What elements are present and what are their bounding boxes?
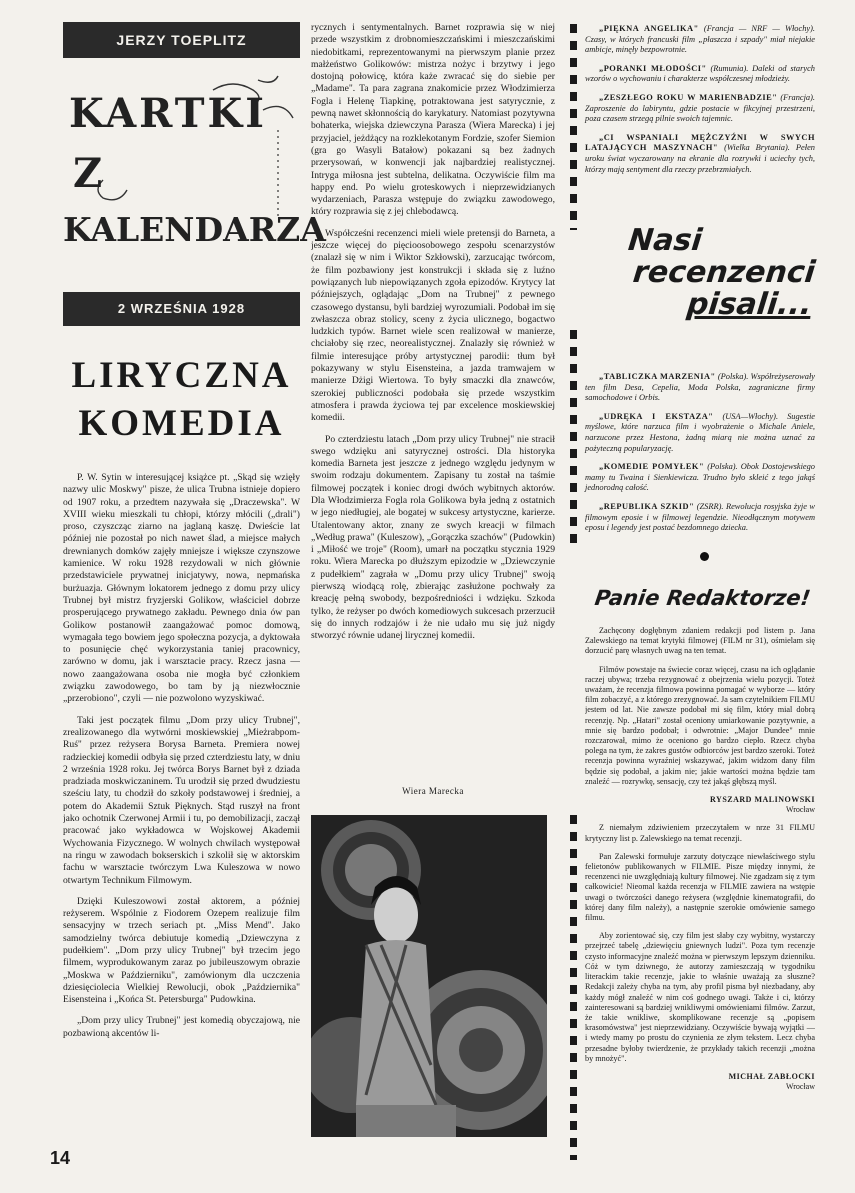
series-title [63,70,326,268]
film-note: (Francja — NRF — Włochy). Czasy, w których francuski film „płaszcza i szpady" miał niejakie ambicje, minęły bezpowrotnie. [585,24,815,55]
article-paragraph: P. W. Sytin w interesującej książce pt. „Skąd się wzięły nazwy ulic Moskwy" pisze, że ulica Trubna istnieje dopiero od 1907 roku, a przedtem nazywała się „Draczewska". W XVIII wieku mieszkali tu chłopi, którzy młócili („drali") proso, czyszcząc ziarno na jaglaną kaszę. Dwieście lat później nie pozostał po nich nawet ślad, a miejsce małych drewnianych domków zajęły mniejsze i większe czynszowe kamienice. W roku 1928 rezydowali w nich głównie przedstawiciele prywatnej inicjatywy, nowa, nepmańska burżuazja. Głównym lokatorem jednego z domu przy ulicy Trubnej był mistrz fryzjerski Golikow, właściciel dobrze prosperującego prywatnego zakładu. Pewnego dnia ów pan Golikow postanowił zaangażować pomoc domową, wymagała tego bowiem jego społeczna pozycja, a dyktowała to posunięcie chęć wykorzystania taniej pracownicy, zarówno w domu, jak i warsztacie pracy. Rzecz jasna — nowo zaangażowana osoba nie mogła być członkiem związku zawodowego, bo tam by ją niezwłocznie „przerobiono", czyli — nie pozwolono wyzyskiwać. [63,472,300,705]
film-title: „PORANKI MŁODOŚCI" [599,63,707,73]
review-film-title: „KOMEDIE POMYŁEK" [599,462,705,472]
film-note: (Wielka Brytania). Pełen uroku świat wyczarowany na ekranie dla rozrywki i uciechy tych, którzy mają sentyment dla rzeczy przebrzmiałych. [585,143,815,174]
review-item [585,372,815,404]
review-film-title: „REPUBLIKA SZKID" [599,501,695,511]
review-item [585,462,815,494]
article-paragraph: rycznych i sentymentalnych. Barnet rozprawia się w niej przede wszystkim z drobnomieszczańskimi i mieszczańskimi niedobitkami, reprezentowanymi na pierwszym planie przez małżeństwo Golikowów: mistrza nożyc i brzytwy i jego dostojną połowicę, która każe zwracać się do siebie per „Madame". Ta para zagrana znakomicie przez Włodzimierza Fogla i Helenę Tiapkinę, potraktowana jest satyrycznie, z pewną nawet skłonnością do karykatury. Natomiast pozytywna bohaterka, wiejska dziewczyna Parasza (Wiera Marecka) i jej przyjaciel, jeżdżący na rozklekotanym Fordzie, szofer Siemion (gra go Wasyli Batałow) pokazani są bez żadnych przerysowań, w konwencji jak najbardziej realistycznej. Intryga miłosna jest subtelna, delikatna. Oczywiście film ma happy end. Po wielu groteskowych i nieprzewidzianych wydarzeniach, Parasza wstępuje do związku zawodowego, który rozprawia się z jej chlebodawcą. [311,22,555,218]
reviewers-heading-line2: recenzenci [631,255,817,290]
letters-heading: Panie Redaktorze! [593,586,813,610]
letter-signature: MICHAŁ ZABŁOCKI [728,1071,815,1081]
film-list-item [585,93,815,125]
article-paragraph: Współcześni recenzenci mieli wiele pretensji do Barneta, a jeszcze więcej do pięcioosobowego zespołu scenarzystów (znalazł się w nim i Wiktor Szkłowski), zarzucając twórcom, że film pozbawiony jest konstrukcji i składa się z luźno powiązanych lub niepowiązanych zgoła epizodów. Krytycy lat późniejszych, oglądając „Dom na Trubnej" z pewnego czasowego dystansu, byli bardziej wyrozumiali. Podobał im się zwłaszcza obraz stolicy, sceny z życia ulicznego, bogactwo ludzkich typów. Barnet wiele scen realizował w manierze, chciałoby się rzec, neorealistycznej. Znalazły się również w filmie interesujące próby artystycznej parodii: tłum był pokazywany w stylu Eisensteina, a jazda tramwajem w manierze Dżigi Wiertowa. To były smaczki dla znawców, szerokiej publiczności podobała się przede wszystkim atmosfera i prawda życiowa tej par excelence moskiewskiej komedii. [311,227,555,424]
film-list [585,24,815,183]
article-paragraph: Dzięki Kuleszowowi został aktorem, a później reżyserem. Wspólnie z Fiodorem Ozepem realizuje film sensacyjny w trzech seriach pt. „Miss Mend". Jako samodzielny twórca debiutuje komedią „Dziewczyna z pudełkiem". „Dom przy ulicy Trubnej" był trzecim jego filmem, wyprodukowanym zaraz po jubileuszowym obrazie „Moskwa w Październiku", zamówionym dla uczczenia dziesięciolecia Wielkiej Rewolucji, obok „Października" Eisensteina i „Końca St. Petersburga" Pudowkina. [63,895,300,1006]
review-text: (Polska). Współreżyserowały ten film Desa, Cepelia, Moda Polska, zagraniczne firmy samochodowe i Orbis. [585,372,815,403]
article-title-line1: LIRYCZNA [71,355,292,396]
letter-signature: RYSZARD MALINOWSKI [710,795,815,805]
review-item [585,412,815,454]
letters-column [585,626,815,1146]
film-note: (Rumunia). Daleki od starych wzorów o wychowaniu i charakterze współczesnej młodzieży. [585,63,815,84]
series-title-line2: Z [73,150,104,197]
bullet-dot [700,552,709,561]
film-title: „ZESZŁEGO ROKU W MARIENBADZIE" [599,92,778,102]
article-column-2 [311,22,555,757]
article-title [63,352,300,448]
review-film-title: „UDRĘKA I EKSTAZA" [599,411,714,421]
letter-location: Wrocław [786,805,815,815]
reviewers-heading-line3: pisali... [685,287,814,322]
film-still-photo [311,815,547,1137]
author-bar [63,22,300,58]
article-title-line2: KOMEDIA [78,403,285,444]
photo-caption: Wiera Marecka [402,786,464,796]
letter-paragraph: Pan Zalewski formułuje zarzuty dotyczące niewłaściwego stylu felietonów publikowanych w FILMIE. Pisze między innymi, że recenzenci nie uwzględniają kultury filmowej. Nie zgadzam się z tym całkowicie! Nieomal każda recenzja w FILMIE zawiera na wstępie uwagi o twórczości danego reżysera (względnie kinematografii, do której dany film należy), a następnie szerokie omówienie samego filmu. [585,851,815,923]
article-paragraph: „Dom przy ulicy Trubnej" jest komedią obyczajową, nie pozbawioną akcentów li- [63,1015,300,1039]
reviewers-list [585,372,815,542]
article-column-1 [63,472,300,1152]
review-item [585,502,815,534]
letter-paragraph: Filmów powstaje na świecie coraz więcej, czasu na ich oglądanie raczej ubywa; trzeba rezygnować z obejrzenia wielu pozycji. Toteż uważam, że recenzja filmowa powinna pomagać w wyborze — który film zobaczyć, a z którego zrezygnować. Ja sam czytelnikiem FILMU jestem od lat. Nie zawsze podobał mi się film, który mial dobrą recenzję. Np. „Hatari" został oceniony umiarkowanie pozytywnie, a mnie się bardzo podobał; i odwrotnie: „Major Dundee" mnie rozczarował, mimo że oceniono go bardzo ciepło. Rzecz chyba polega na tym, że zakres gustów odbiorców jest bardzo szeroki. Toteż recenzja powinna wyraźniej wskazywać, jakim widzom dany film będzie się podobał, a jakim nie; jakie wartości można będzie tam znaleźć — rozrywkę, sensację, czy też jakąś głębszą myśl. [585,664,815,786]
review-text: (USA—Włochy). Sugestie myślowe, które narzuca film i wyobrażenie o Michale Aniele, narzucone przez Hestona, żadną miarą nie można uznać za pożyteczną popularyzację. [585,411,816,453]
film-strip-top [570,24,577,230]
series-title-line1: KARTKI [69,90,267,137]
article-date: 2 WRZEŚNIA 1928 [117,301,246,316]
reviewers-heading-line1: Nasi [626,223,704,258]
letter-paragraph: Z niemałym zdziwieniem przeczytałem w nrze 31 FILMU krytyczny list p. Zalewskiego na temat recenzji. [585,823,815,843]
letter-paragraph: Zachęcony dogłębnym zdaniem redakcji pod listem p. Jana Zalewskiego na temat krytyki filmowej (FILM nr 31), ośmielam się dorzucić parę własnych uwag na ten temat. [585,626,815,656]
film-list-item [585,24,815,56]
film-note: (Francja). Zaproszenie do labiryntu, gdzie postacie w fikcyjnej przestrzeni, poza czasem strzegą pilnie swoich tajemnic. [585,92,815,124]
article-paragraph: Po czterdziestu latach „Dom przy ulicy Trubnej" nie stracił swego wdzięku ani satyrycznej ostrości. Dla historyka komedia Barneta jest jeszcze z jednego względu jedynym w swoim rodzaju dokumentem. Zapisany tu został na taśmie filmowej początek i koniec drogi dwóch wybitnych aktorów. Dla Włodzimierza Fogla rola Golikowa była jedną z ostatnich w jego niedługiej, ale bogatej w sukcesy artystyczne, karierze. Utalentowany aktor, znany ze swych kreacji w filmach „Według prawa" (Kuleszow), „Gorączka szachów" (Pudowkin) i „Miłość we troje" (Room), umarł na początku stycznia 1929 roku. Wiera Marecka po dłuższym epizodzie w „Dziewczynie z pudełkiem" zagrała w „Domu przy ulicy Trubnej" swoją pierwszą wiodącą rolę, zbierając zasłużone pochwały za kreację pełną swobody, bezpośredniości i wdzięku. Szkoda tylko, że reżyser po dwóch komediowych sukcesach przerzucił się do innych rodzajów i że nie udało mu się już nigdy stworzyć równie udanej lirycznej komedii. [311,433,555,642]
date-bar [63,292,300,326]
letter-paragraph: Aby zorientować się, czy film jest słaby czy wybitny, wystarczy przejrzeć tabelę „dziewięciu gniewnych ludzi". Poza tym recenzje czysto informacyjne znaleźć można w pierwszym lepszym dzienniku. Cóż w tym dziwnego, że autorzy zamieszczają w tygodniku literackim takie recenzje, jakie to właśnie uważają za słuszne? Redakcji zależy chyba na tym, aby profil pisma był niezbadany, aby każdy mógł znaleźć w nim coś godnego uwagi. Także i ci, którzy zainteresowani są bardziej wnikliwymi omówieniami filmów. Zarzut, że takie wnikliwe, skomplikowane recenzje są „popisem krasomówstwa" jest nieprzewidziany. Oczywiście bywają wyjątki — i wtedy mamy po prostu do czynienia ze złym tekstem. Lecz chyba przesadne byłoby twierdzenie, że przykłady takich recenzji „można by mnożyć". [585,931,815,1063]
review-text: (Polska). Obok Dostojewskiego mamy tu Twaina i Sienkiewicza. Trudno było skleić z tego jakąś jednorodną całość. [585,462,815,493]
series-title-line3: KALENDARZA [63,210,326,249]
film-list-item [585,64,815,85]
letter-location: Wrocław [786,1082,815,1092]
article-paragraph: Taki jest początek filmu „Dom przy ulicy Trubnej", zrealizowanego dla wytwórni moskiewskiej „Mieżrabpom-Ruś" przez reżysera Borysa Barneta. Premiera nowej radzieckiej komedii odbyła się przed czterdziestu laty, w dniu 2 września 1928 roku. Jej twórca Borys Barnet był z dziada pradziada moskwiczaninem. Tu urodził się przed dwudziestu sześciu laty, tu chodził do szkoły podstawowej i średniej, a potem do Akademii Sztuk Pięknych. Stąd ruszył na front jako ochotnik Czerwonej Armii i tu, po demobilizacji, zaczął pracować jako wykładowca w Wojskowej Akademii Wychowania Fizycznego. W wolnych chwilach występował na ringu w zawodach bokserskich i szkolił się w aktorskim fachu w warsztacie twórczym Lwa Kuleszowa w nowo otwartym Technikum Filmowym. [63,714,300,886]
reviewers-heading [610,225,820,321]
film-strip-mid [570,330,577,550]
film-title: „PIĘKNA ANGELIKA" [599,24,699,33]
film-title: „CI WSPANIALI MĘŻCZYŹNI W SWYCH LATAJĄCYCH MASZYNACH" [585,132,815,153]
review-text: (ZSRR). Rewolucja rosyjska żyje w filmowym eposie i w filmowej legendzie. Nieodłącznym motywem eposu i legendy jest postać bezdomnego dziecka. [585,501,816,533]
review-film-title: „TABLICZKA MARZENIA" [599,372,716,381]
page-number: 14 [50,1148,71,1168]
film-list-item [585,133,815,175]
actress-photo [311,815,547,1137]
author-name: JERZY TOEPLITZ [116,32,247,48]
film-strip-bottom [570,815,577,1160]
